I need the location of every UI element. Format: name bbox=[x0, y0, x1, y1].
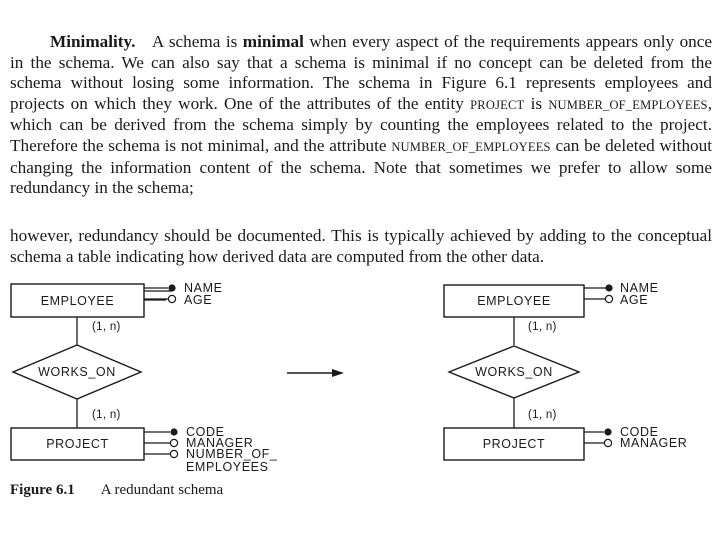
entity-label-employee: EMPLOYEE bbox=[477, 294, 551, 308]
attribute-label: NAME bbox=[620, 281, 659, 295]
cardinality-label: (1, n) bbox=[528, 409, 557, 421]
attribute-marker-code bbox=[604, 428, 611, 435]
figure-caption-text: A redundant schema bbox=[100, 482, 224, 498]
entity-label-project: PROJECT bbox=[46, 437, 109, 451]
paragraph-text: , which can be derived from the schema simply by counting the employees related to the project. Therefore the schema is not minimal, and the attribute bbox=[10, 93, 712, 155]
transformation-arrow bbox=[287, 369, 344, 377]
cardinality-label: (1, n) bbox=[528, 321, 557, 333]
cardinality-label: (1, n) bbox=[92, 321, 121, 333]
er-schema-redundant bbox=[11, 281, 278, 474]
attribute-marker-name bbox=[168, 284, 175, 291]
relationship-label: WORKS_ON bbox=[38, 365, 116, 379]
paragraph-minimality bbox=[10, 32, 712, 199]
attribute-name-inline: NUMBER_OF_EMPLOYEES bbox=[391, 139, 551, 154]
cardinality-label: (1, n) bbox=[92, 409, 121, 421]
paragraph-text: is bbox=[524, 93, 549, 113]
er-diagram-figure bbox=[0, 278, 720, 480]
paragraph-heading: Minimality. bbox=[50, 32, 136, 51]
paragraph-text: when every aspect of the requirements appears only once in the schema. We can also say that a schema is minimal if no concept can be deleted from the schema without losing some information. The schema in Figure 6.1 represents employees and projects on which they work. One of the attributes of the entity bbox=[10, 32, 713, 113]
attribute-label: NUMBER_OF_ bbox=[186, 447, 278, 461]
attribute-label: CODE bbox=[186, 425, 225, 439]
paragraph-text: A schema is bbox=[151, 32, 243, 51]
attribute-label: CODE bbox=[620, 425, 659, 439]
entity-label-employee: EMPLOYEE bbox=[40, 294, 115, 308]
attribute-marker-age bbox=[168, 295, 175, 302]
figure-number: Figure 6.1 bbox=[10, 482, 75, 498]
attribute-marker-number-of-employees bbox=[170, 450, 177, 457]
attribute-marker-name bbox=[605, 284, 612, 291]
entity-name-inline: PROJECT bbox=[470, 97, 525, 112]
relationship-label: WORKS_ON bbox=[475, 365, 553, 379]
paragraph-redundancy: however, redundancy should be documented. This is typically achieved by adding to the conceptual schema a table indicating how derived data are computed from the other data. bbox=[10, 226, 712, 266]
attribute-marker-manager bbox=[604, 439, 611, 446]
attribute-marker-manager bbox=[170, 439, 177, 446]
term-minimal: minimal bbox=[242, 32, 304, 51]
er-schema-minimal bbox=[444, 281, 687, 460]
paragraph-text: can be deleted without changing the information content of the schema. Note that sometimes we prefer to allow some redundancy in the schema; bbox=[10, 135, 713, 198]
attribute-label: AGE bbox=[620, 293, 649, 307]
attribute-label: EMPLOYEES bbox=[186, 460, 269, 474]
attribute-label: MANAGER bbox=[186, 436, 254, 450]
entity-label-project: PROJECT bbox=[482, 437, 546, 451]
figure-caption bbox=[10, 482, 223, 499]
attribute-label: MANAGER bbox=[620, 436, 688, 450]
attribute-marker-code bbox=[170, 428, 177, 435]
attribute-name-inline: NUMBER_OF_EMPLOYEES bbox=[548, 97, 708, 112]
attribute-label: AGE bbox=[184, 293, 213, 307]
attribute-marker-age bbox=[605, 295, 612, 302]
attribute-label: NAME bbox=[184, 281, 223, 295]
